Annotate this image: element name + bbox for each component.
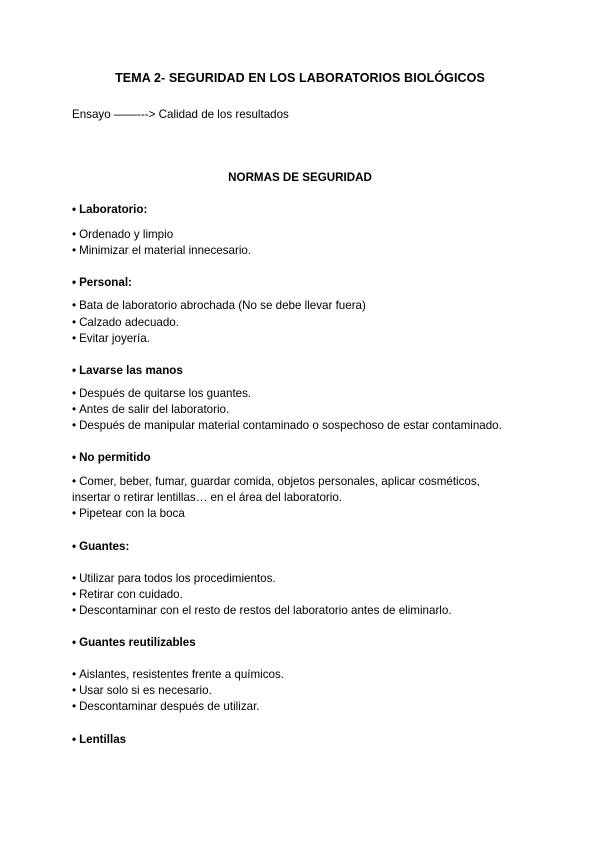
- list-item: • Comer, beber, fumar, guardar comida, objetos personales, aplicar cosméticos,: [72, 475, 480, 488]
- heading-lavarse-manos: • Lavarse las manos: [72, 364, 183, 377]
- list-item-continuation: insertar o retirar lentillas… en el área del laboratorio.: [72, 491, 343, 504]
- intro-line: Ensayo ——---> Calidad de los resultados: [72, 108, 289, 121]
- document-title: TEMA 2- SEGURIDAD EN LOS LABORATORIOS BIOLÓGICOS: [115, 71, 485, 85]
- list-item: • Utilizar para todos los procedimientos.: [72, 572, 276, 585]
- list-item: • Aislantes, resistentes frente a químicos.: [72, 668, 284, 681]
- heading-guantes-reutilizables: • Guantes reutilizables: [72, 636, 196, 649]
- list-item: • Bata de laboratorio abrochada (No se debe llevar fuera): [72, 299, 366, 312]
- list-item: • Pipetear con la boca: [72, 507, 185, 520]
- list-item: • Descontaminar después de utilizar.: [72, 700, 260, 713]
- list-item: • Usar solo si es necesario.: [72, 684, 212, 697]
- heading-no-permitido: • No permitido: [72, 451, 151, 464]
- list-item: • Retirar con cuidado.: [72, 588, 183, 601]
- list-item: • Antes de salir del laboratorio.: [72, 403, 230, 416]
- section-title: NORMAS DE SEGURIDAD: [228, 171, 372, 184]
- heading-personal: • Personal:: [72, 276, 132, 289]
- heading-lentillas: • Lentillas: [72, 733, 127, 746]
- list-item: • Descontaminar con el resto de restos del laboratorio antes de eliminarlo.: [72, 604, 452, 617]
- list-item: • Evitar joyería.: [72, 332, 150, 345]
- list-item: • Minimizar el material innecesario.: [72, 244, 252, 257]
- list-item: • Calzado adecuado.: [72, 316, 179, 329]
- list-item: • Después de quitarse los guantes.: [72, 387, 252, 400]
- list-item: • Ordenado y limpio: [72, 228, 174, 241]
- heading-guantes: • Guantes:: [72, 540, 130, 553]
- list-item: • Después de manipular material contaminado o sospechoso de estar contaminado.: [72, 419, 502, 432]
- heading-laboratorio: • Laboratorio:: [72, 203, 148, 216]
